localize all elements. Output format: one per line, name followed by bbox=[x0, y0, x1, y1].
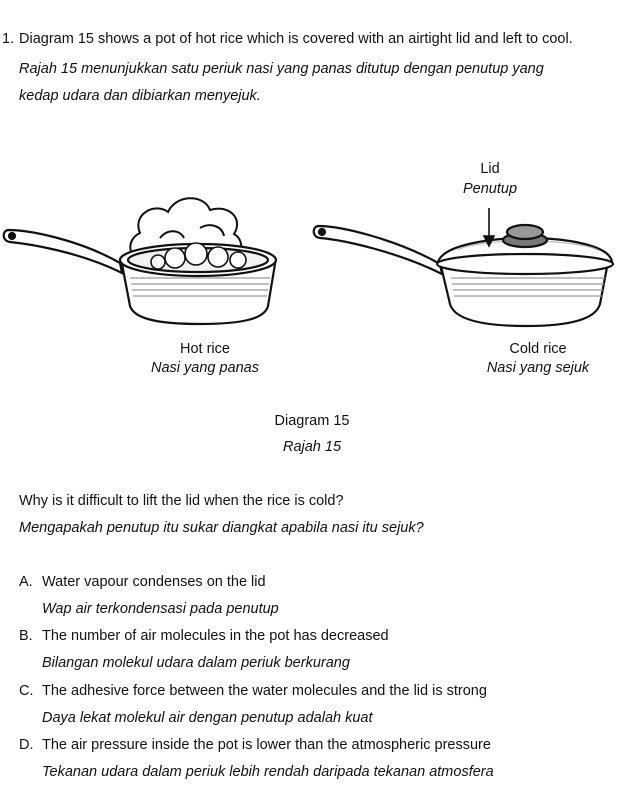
question-number: 1. bbox=[2, 31, 15, 47]
question-prompt-english: Why is it difficult to lift the lid when the rice is cold? bbox=[19, 493, 344, 509]
diagram-caption-english: Diagram 15 bbox=[274, 413, 350, 429]
lid-label-malay: Penutup bbox=[462, 181, 518, 197]
hot-rice-label-english: Hot rice bbox=[180, 341, 230, 357]
hot-rice-label-malay: Nasi yang panas bbox=[150, 360, 259, 376]
hot-rice-pot-illustration bbox=[0, 178, 290, 338]
question-prompt-malay: Mengapakah penutup itu sukar diangkat apabila nasi itu sejuk? bbox=[19, 520, 424, 536]
cold-rice-label-malay: Nasi yang sejuk bbox=[486, 360, 590, 376]
option-letter: C. bbox=[19, 683, 34, 699]
question-stem-malay-line2: kedap udara dan dibiarkan menyejuk. bbox=[19, 88, 261, 104]
pot-handle bbox=[314, 226, 442, 274]
pot-lid bbox=[437, 225, 613, 274]
lid-pointer-arrow bbox=[484, 208, 494, 246]
option-text-english: Water vapour condenses on the lid bbox=[42, 574, 266, 590]
option-text-malay: Daya lekat molekul air dengan penutup adalah kuat bbox=[42, 710, 373, 726]
option-letter: A. bbox=[19, 574, 33, 590]
pot-handle bbox=[4, 230, 122, 273]
option-letter: D. bbox=[19, 737, 34, 753]
question-stem-malay-line1: Rajah 15 menunjukkan satu periuk nasi yang panas ditutup dengan penutup yang bbox=[19, 61, 544, 77]
question-stem-english: Diagram 15 shows a pot of hot rice which is covered with an airtight lid and left to cool. bbox=[19, 31, 573, 47]
diagram-caption-malay: Rajah 15 bbox=[282, 439, 342, 455]
option-text-english: The adhesive force between the water molecules and the lid is strong bbox=[42, 683, 487, 699]
option-text-malay: Wap air terkondensasi pada penutup bbox=[42, 601, 279, 617]
cold-rice-label-english: Cold rice bbox=[509, 341, 567, 357]
option-text-english: The number of air molecules in the pot has decreased bbox=[42, 628, 389, 644]
option-text-malay: Tekanan udara dalam periuk lebih rendah daripada tekanan atmosfera bbox=[42, 764, 494, 780]
option-text-english: The air pressure inside the pot is lower than the atmospheric pressure bbox=[42, 737, 491, 753]
option-text-malay: Bilangan molekul udara dalam periuk berkurang bbox=[42, 655, 350, 671]
cold-rice-pot-illustration bbox=[308, 178, 618, 338]
option-letter: B. bbox=[19, 628, 33, 644]
lid-label-english: Lid bbox=[480, 161, 500, 177]
